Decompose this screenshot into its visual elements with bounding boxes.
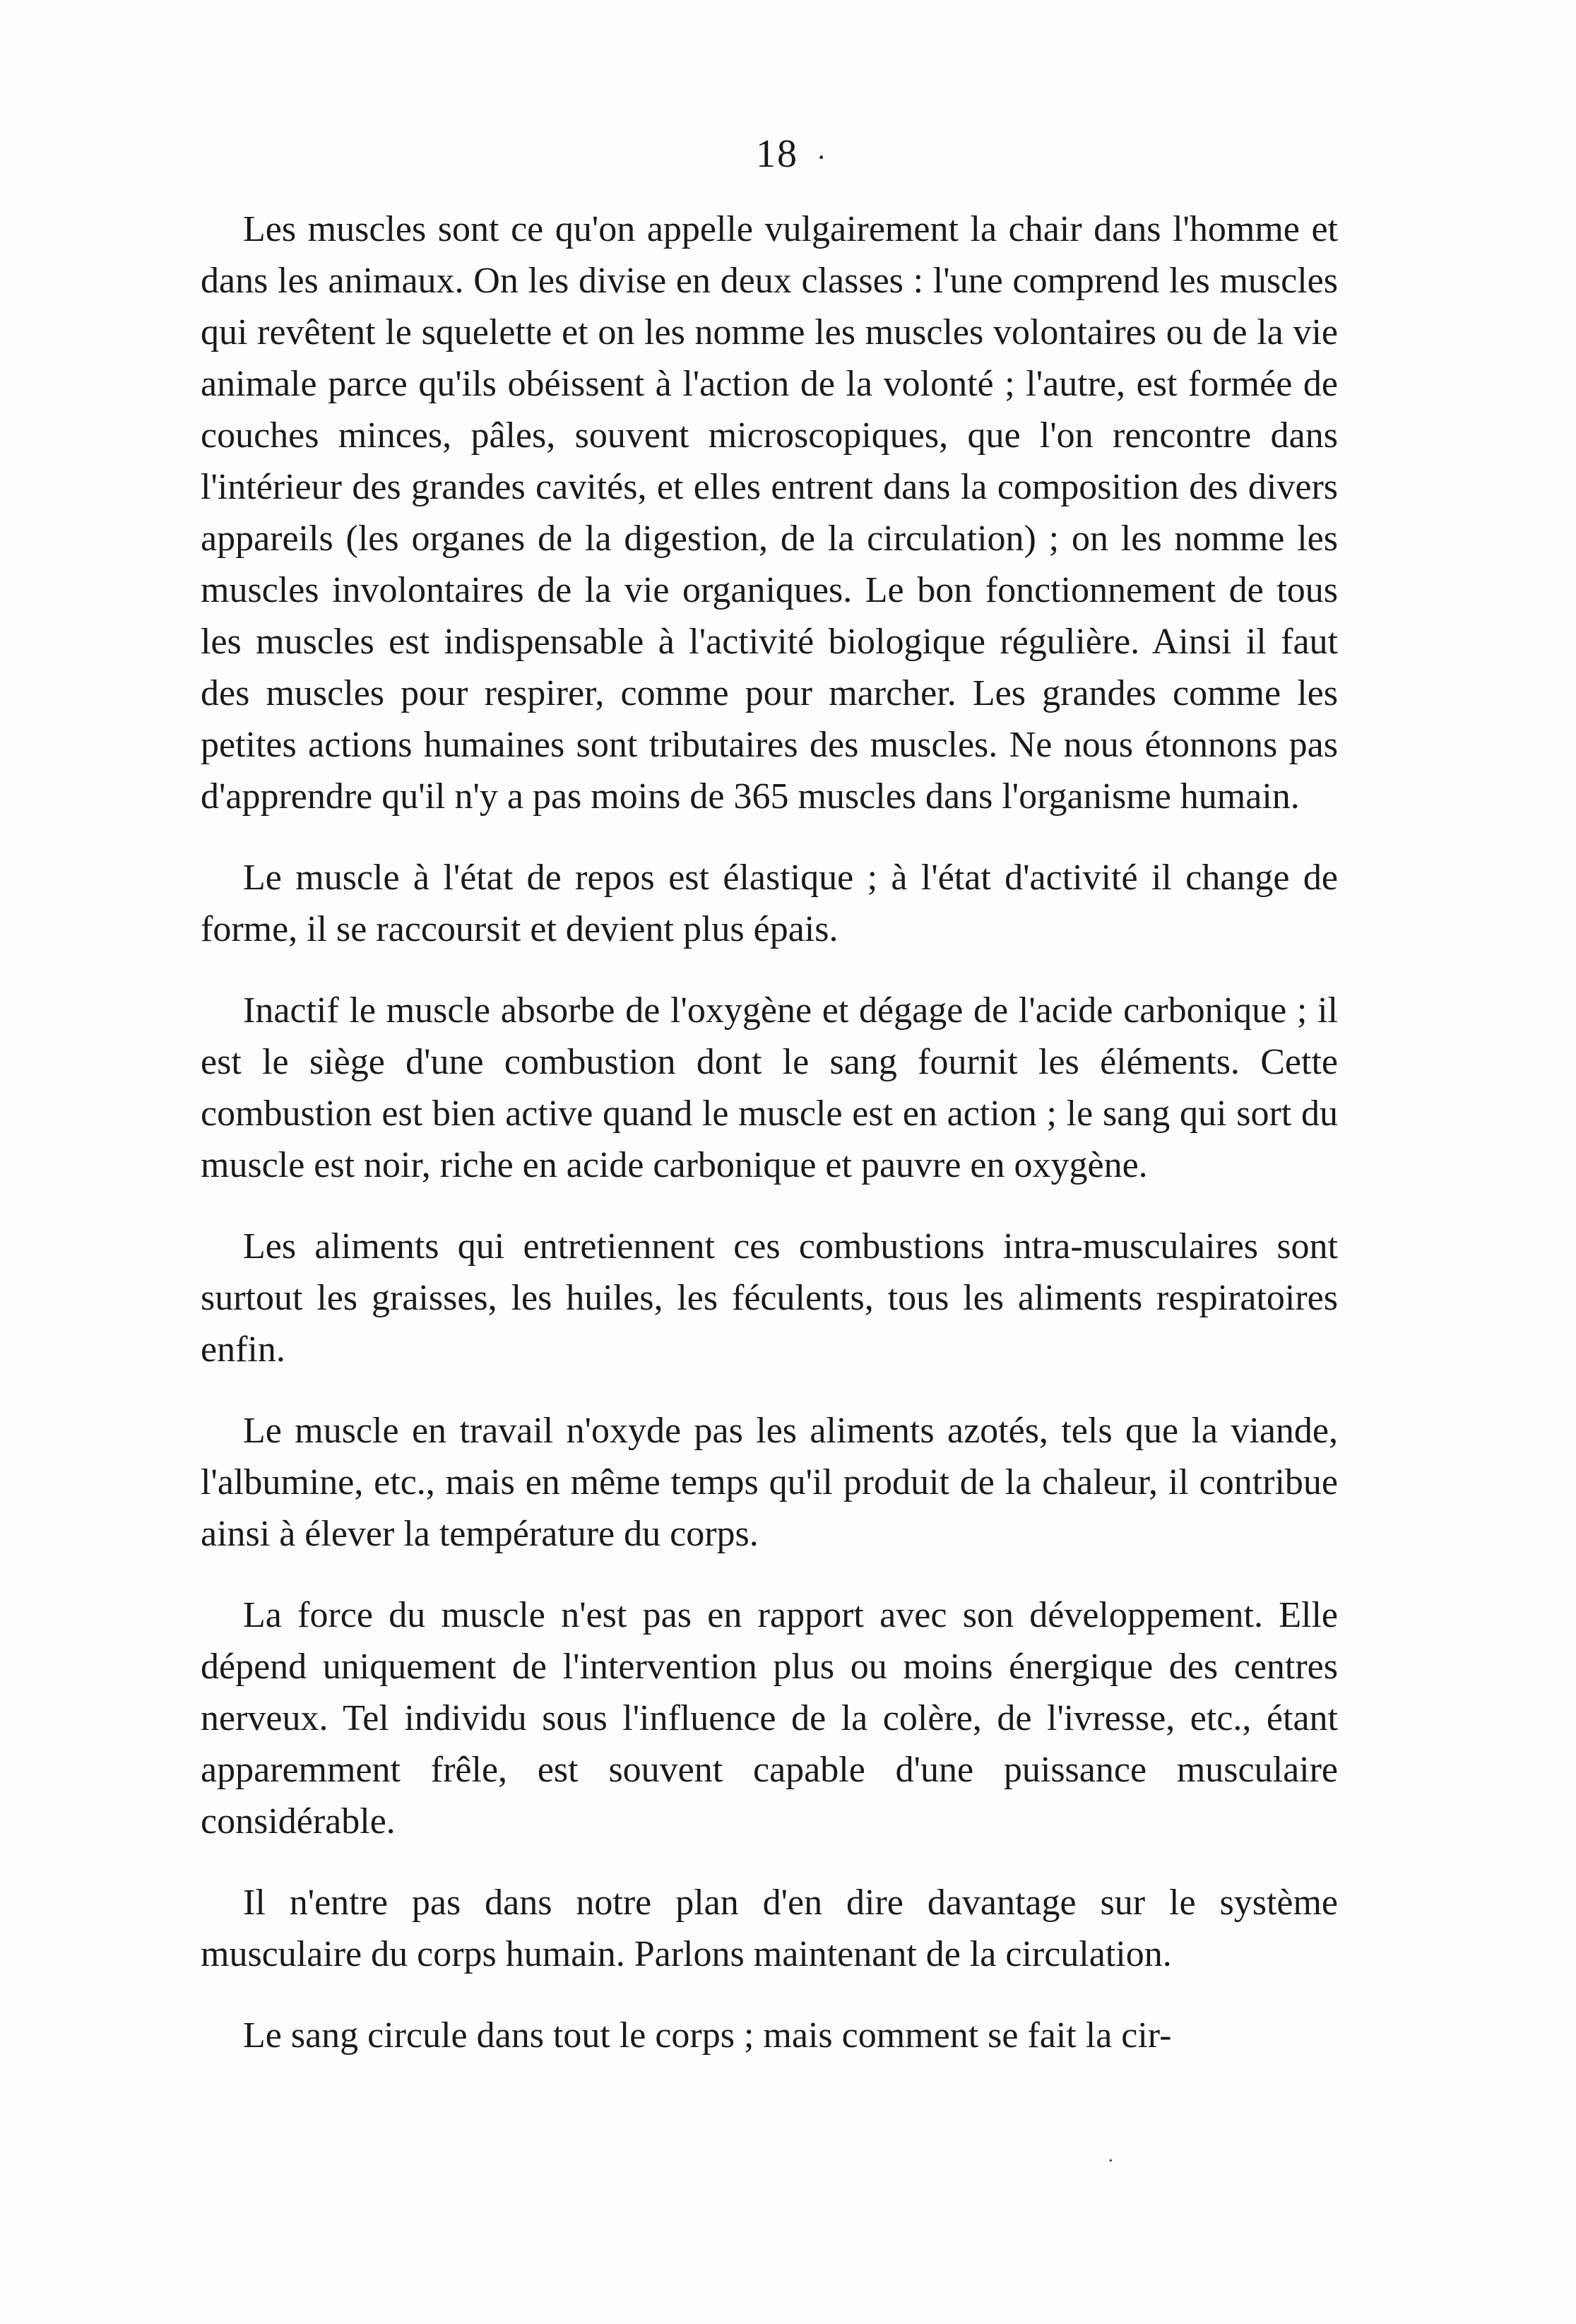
page-number <box>756 134 827 174</box>
paragraph-muscle-oxygen: Inactif le muscle absorbe de l'oxygène et dégage de l'acide carbonique ; il est le siège d'une combustion dont le sang fournit les éléments. Cette combustion est bien active quand le muscle est en action ; le sang qui sort du muscle est noir, riche en acide carbonique et pauvre en oxygène. <box>201 990 1338 1185</box>
body-text <box>201 203 1338 2061</box>
footer-mark: · <box>1108 2150 1114 2171</box>
paragraph-circulation: Le sang circule dans tout le corps ; mais comment se fait la cir- <box>243 2015 1172 2056</box>
page-number-mark: · <box>817 141 828 174</box>
paragraph-aliments: Les aliments qui entretiennent ces combustions intra-musculaires sont surtout les graisses, les huiles, les féculents, tous les aliments respiratoires enfin. <box>201 1226 1338 1370</box>
paragraph-muscle-work: Le muscle en travail n'oxyde pas les aliments azotés, tels que la viande, l'albumine, etc., mais en même temps qu'il produit de la chaleur, il contribue ainsi à élever la température du corps. <box>201 1411 1338 1554</box>
page-number-value: 18 <box>756 132 798 176</box>
paragraph-plan: Il n'entre pas dans notre plan d'en dire davantage sur le système musculaire du corps humain. Parlons maintenant de la circulation. <box>201 1883 1338 1974</box>
paragraph-muscle-rest: Le muscle à l'état de repos est élastique ; à l'état d'activité il change de forme, il se raccoursit et devient plus épais. <box>201 858 1338 949</box>
paragraph-muscles-definition: Les muscles sont ce qu'on appelle vulgairement la chair dans l'homme et dans les animaux. On les divise en deux classes : l'une comprend les muscles qui revêtent le squelette et on les nomme les muscles volontaires ou de la vie animale parce qu'ils obéissent à l'action de la volonté ; l'autre, est formée de couches minces, pâles, souvent microscopiques, que l'on rencontre dans l'intérieur des grandes cavités, et elles entrent dans la composition des divers appareils (les organes de la digestion, de la circulation) ; on les nomme les muscles involontaires de la vie organiques. Le bon fonctionnement de tous les muscles est indispensable à l'activité biologique régulière. Ainsi il faut des muscles pour respirer, comme pour marcher. Les grandes comme les petites actions humaines sont tributaires des muscles. Ne nous étonnons pas d'apprendre qu'il n'y a pas moins de 365 muscles dans l'organisme humain. <box>201 209 1338 817</box>
paragraph-muscle-force: La force du muscle n'est pas en rapport avec son développement. Elle dépend uniquement de l'intervention plus ou moins énergique des centres nerveux. Tel individu sous l'influence de la colère, de l'ivresse, etc., étant apparemment frêle, est souvent capable d'une puissance musculaire considérable. <box>201 1595 1338 1842</box>
